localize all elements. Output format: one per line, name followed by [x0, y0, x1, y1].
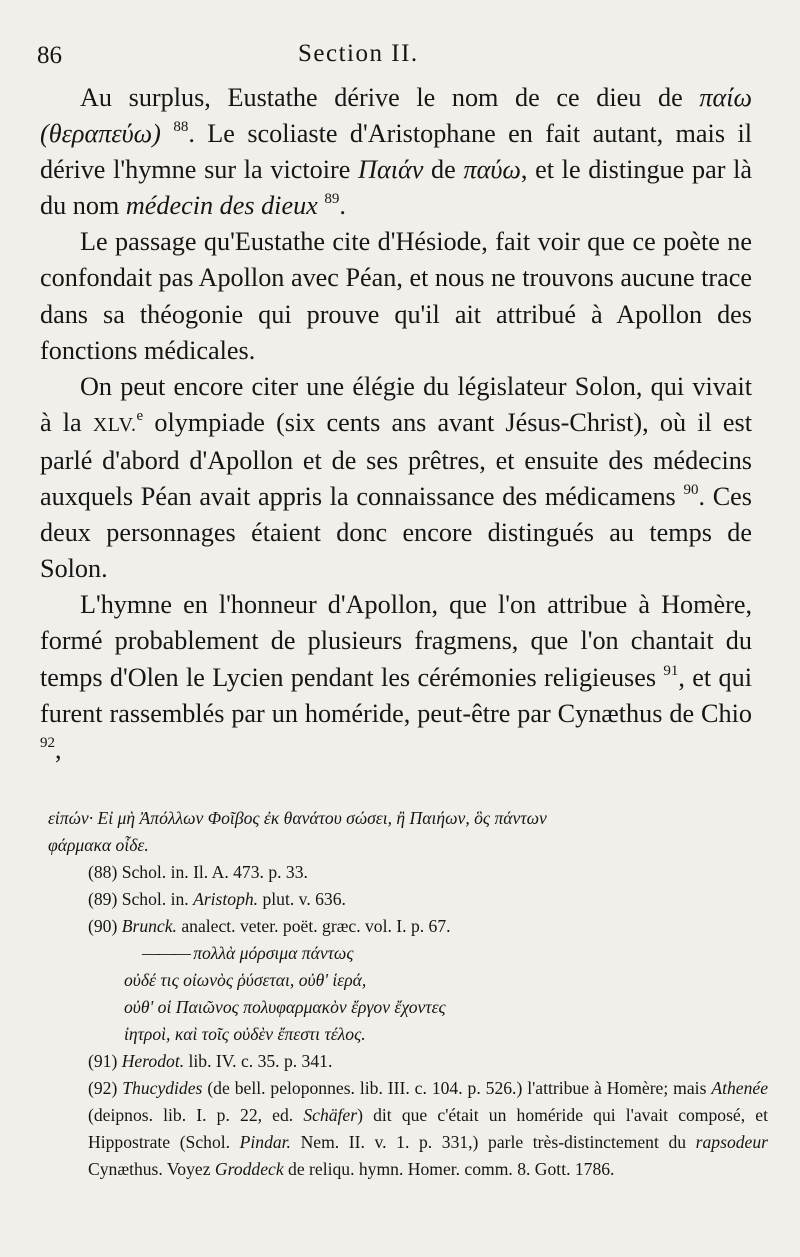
main-text: [40, 80, 752, 768]
footnote-ref-89: 89: [324, 191, 340, 208]
fn92-rapsodeur: rapsodeur: [695, 1132, 768, 1152]
p3-text-b: olympiade (six cents ans avant Jésus-Christ), où il est parlé d'abord d'Apollon et de ses prêtres, et ensuite des médecins auxquels Péan avait appris la connaissance des médicamens: [40, 407, 752, 512]
fn91-a: (91): [88, 1051, 122, 1071]
footnote-ref-92: 92: [40, 734, 55, 751]
fn92-f: Cynæthus. Voyez: [88, 1159, 215, 1179]
paragraph-1: [40, 80, 752, 224]
fn90-italic: Brunck.: [121, 916, 177, 936]
greek-paian: Παιάν: [358, 155, 424, 185]
verse-line-3: οὐθ' οἱ Παιῶνος πολυφαρμακὸν ἔργον ἔχοντες: [124, 997, 446, 1017]
section-word: Section: [298, 40, 384, 67]
greek-pauo: παύω: [463, 155, 521, 185]
fn92-b: (de bell. peloponnes. lib. III. c. 104. p. 526.) l'attribue à Homère; mais: [202, 1078, 712, 1098]
p3-text-a: On peut encore citer une élégie du législateur Solon, qui vivait à la: [40, 371, 752, 437]
fn89-italic: Aristoph.: [193, 889, 259, 909]
footnote-ref-88: 88: [173, 119, 189, 136]
p4-text-c: ,: [55, 734, 62, 764]
fn92-athenee: Athenée: [711, 1078, 768, 1098]
verse-1-text: πολλὰ μόρσιμα πάντως: [193, 943, 354, 963]
fn90-b: analect. veter. poët. græc. vol. I. p. 67.: [176, 916, 451, 936]
fn89-a: (89) Schol. in.: [88, 889, 194, 909]
p1-text-a: Au surplus, Eustathe dérive le nom de ce dieu de: [80, 83, 700, 112]
p1-text-b: . Le scoliaste d'Aristophane en fait autant, mais il dérive l'hymne sur la victoire: [40, 119, 752, 185]
paragraph-4: [40, 587, 752, 767]
fn89-b: plut. v. 636.: [258, 889, 346, 909]
fn91-italic: Herodot.: [121, 1051, 185, 1071]
paragraph-3: [40, 369, 752, 588]
footnote-89: [48, 886, 768, 913]
verse-line-4: ἰητροὶ, καὶ τοῖς οὐδὲν ἔπεστι τέλος.: [124, 1024, 366, 1044]
fn92-pindar: Pindar.: [239, 1132, 291, 1152]
p1-italic-phrase: médecin des dieux: [125, 191, 318, 221]
p4-text-b: , et qui furent rassemblés par un homéride, peut-être par Cynæthus de Chio: [40, 662, 752, 728]
paragraph-2: Le passage qu'Eustathe cite d'Hésiode, fait voir que ce poète ne confondait pas Apollon avec Péan, et nous ne trouvons aucune trace dans sa théogonie qui prouve qu'il ait attribué à Apollon des fonctions médicales.: [40, 227, 752, 365]
roman-numeral: XLV.: [92, 413, 137, 436]
greek-paio: παίω: [699, 83, 752, 112]
greek-continuation-line-1: εἰπών· Εἰ μὴ Ἀπόλλων Φοῖβος ἐκ θανάτου σώσει, ἢ Παιήων, ὃς πάντων: [48, 808, 547, 828]
fn92-g: de reliqu. hymn. Homer. comm. 8. Gott. 1786.: [283, 1159, 615, 1179]
verse-line-2: οὐδέ τις οἰωνὸς ῥύσεται, οὐθ' ἱερά,: [124, 970, 367, 990]
footnote-90: [48, 913, 768, 940]
verse-dash: ———: [142, 943, 189, 963]
section-numeral: II.: [391, 40, 419, 67]
fn91-b: lib. IV. c. 35. p. 341.: [184, 1051, 333, 1071]
fn90-a: (90): [88, 916, 122, 936]
fn92-e: Nem. II. v. 1. p. 331,) parle très-distinctement du: [290, 1132, 696, 1152]
verse-line-1: [48, 940, 768, 967]
fn92-groddeck: Groddeck: [214, 1159, 284, 1179]
footnote-ref-90: 90: [683, 482, 699, 499]
fn92-c: (deipnos. lib. I. p. 22, ed.: [88, 1105, 304, 1125]
p4-text-a: L'hymne en l'honneur d'Apollon, que l'on attribue à Homère, formé probablement de plusieurs fragmens, que l'on chantait du temps d'Olen le Lycien pendant les cérémonies religieuses: [40, 590, 752, 692]
footnote-ref-91: 91: [663, 662, 679, 679]
footnote-88: (88) Schol. in. Il. A. 473. p. 33.: [88, 862, 308, 882]
p1-text-d: , et le distingue par là du nom: [40, 155, 752, 221]
p1-text-f: .: [339, 191, 346, 221]
fn92-a: (92): [88, 1078, 123, 1098]
fn92-thucydides: Thucydides: [122, 1078, 203, 1098]
ordinal-superscript: e: [136, 407, 144, 424]
running-head: [298, 40, 419, 68]
p1-text-c: de: [423, 155, 464, 185]
p3-text-c: . Ces deux personnages étaient donc encore distingués au temps de Solon.: [40, 482, 752, 584]
page-number: 86: [37, 42, 62, 69]
greek-continuation-line-2: φάρμακα οἶδε.: [48, 835, 149, 855]
footnote-92: [48, 1075, 768, 1183]
fn92-d: ) dit que c'était un homéride qui l'avait composé, et Hippostrate (Schol.: [88, 1105, 768, 1152]
greek-therapeuo: (θεραπεύω): [40, 119, 161, 149]
footnote-91: [48, 1048, 768, 1075]
fn92-schafer: Schäfer: [303, 1105, 358, 1125]
footnotes: [48, 805, 768, 1183]
